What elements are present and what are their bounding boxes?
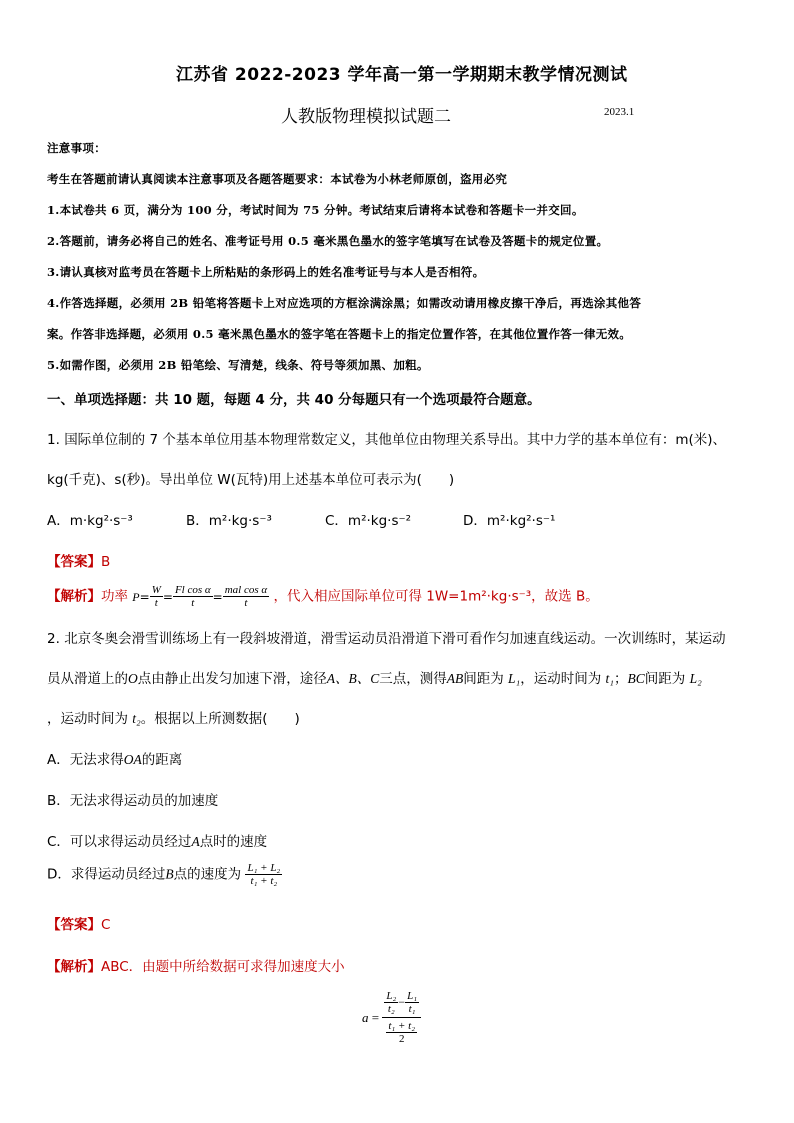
analysis-prefix: 功率 xyxy=(101,588,128,605)
answer-line xyxy=(47,550,110,570)
notice-line: 2.答题前，请务必将自己的姓名、准考证号用 0.5 毫米黑色墨水的签字笔填写在试卷及答题卡的规定位置。 xyxy=(47,234,609,248)
option-c: C．m²·kg·s⁻² xyxy=(325,513,412,529)
question-text: 北京冬奥会滑雪训练场上有一段斜坡滑道，滑雪运动员沿滑道下滑可看作匀加速直线运动。一次训练时，某运动 xyxy=(64,631,726,647)
analysis-text: ABC．由题中所给数据可求得加速度大小 xyxy=(101,959,345,975)
answer-tag: 【答案】 xyxy=(47,917,101,933)
question-2-line3: ，运动时间为 t₂。根据以上所测数据( ) xyxy=(47,711,300,727)
option-b: B．无法求得运动员的加速度 xyxy=(47,793,219,809)
exam-title: 江苏省 2022-2023 学年高一第一学期期末教学情况测试 xyxy=(176,65,628,85)
notice-heading: 注意事项： xyxy=(47,141,106,155)
analysis-tag: 【解析】 xyxy=(47,588,101,605)
notice-line: 1.本试卷共 6 页，满分为 100 分，考试时间为 75 分钟。考试结束后请将本试卷和答题卡一并交回。 xyxy=(47,203,584,217)
answer-tag: 【答案】 xyxy=(47,554,101,570)
question-1-line1 xyxy=(47,428,726,448)
question-2-line2: 员从滑道上的O点由静止出发匀加速下滑，途径A、B、C三点，测得AB间距为 L₁，运动时间为 t₁；BC间距为 L₂ xyxy=(47,671,702,687)
option-a: A．m·kg²·s⁻³ xyxy=(47,513,133,529)
notice-line: 案。作答非选择题，必须用 0.5 毫米黑色墨水的签字笔在答题卡上的指定位置作答，在其他位置作答一律无效。 xyxy=(47,327,632,341)
answer-line xyxy=(47,913,110,933)
option-c: C．可以求得运动员经过A点时的速度 xyxy=(47,834,268,850)
section-heading: 一、单项选择题：共 10 题，每题 4 分，共 40 分每题只有一个选项最符合题意。 xyxy=(47,392,541,408)
question-2-line1 xyxy=(47,627,726,647)
question-number: 2. xyxy=(47,631,60,647)
answer-value: B xyxy=(101,554,111,570)
notice-line: 3.请认真核对监考员在答题卡上所粘贴的条形码上的姓名准考证号与本人是否相符。 xyxy=(47,265,485,279)
analysis-tag: 【解析】 xyxy=(47,959,101,975)
option-a: A．无法求得OA的距离 xyxy=(47,752,183,768)
velocity-fraction: $\frac{\text{L₁ + L₂}}{\text{t₁ + t₂}}$ xyxy=(247,862,281,887)
exam-date: 2023.1 xyxy=(604,106,635,118)
analysis-line xyxy=(47,955,345,975)
power-formula: P= $\frac{W}{t}$ = $\frac{\text{Fl cos α}}{t}$ = $\frac{\text{mal cos α}}{t}$ xyxy=(132,584,268,609)
notice-line: 考生在答题前请认真阅读本注意事项及各题答题要求：本试卷为小林老师原创，盗用必究 xyxy=(47,172,508,186)
option-d: D．求得运动员经过B点的速度为 $\frac{\text{L₁ + L₂}}{\text{t₁ + t₂}}$ xyxy=(47,862,281,887)
notice-line: 5.如需作图，必须用 2B 铅笔绘、写清楚，线条、符号等须加黑、加粗。 xyxy=(47,358,429,372)
analysis-line xyxy=(47,584,599,609)
notice-line: 4.作答选择题，必须用 2B 铅笔将答题卡上对应选项的方框涂满涂黑；如需改动请用橡皮擦干净后，再选涂其他答 xyxy=(47,296,642,310)
analysis-suffix: ，代入相应国际单位可得 1W=1m²·kg·s⁻³，故选 B。 xyxy=(273,588,599,605)
question-number: 1. xyxy=(47,432,60,448)
option-d: D．m²·kg²·s⁻¹ xyxy=(463,513,556,529)
question-1-line2: kg(千克)、s(秒)。导出单位 W(瓦特)用上述基本单位可表示为( ) xyxy=(47,472,455,488)
acceleration-formula: a = $\frac{\text{L₂}}{\text{t₂}}$ − $\frac{\text{L₁}}{\text{t₁}}$ $\frac{\text{t₁ + t₂}}{2}$ xyxy=(362,990,421,1045)
option-b: B．m²·kg·s⁻³ xyxy=(186,513,272,529)
question-text: 国际单位制的 7 个基本单位用基本物理常数定义，其他单位由物理关系导出。其中力学的基本单位有：m(米)、 xyxy=(64,432,727,448)
exam-subtitle: 人教版物理模拟试题二 xyxy=(281,107,451,127)
answer-value: C xyxy=(101,917,111,933)
